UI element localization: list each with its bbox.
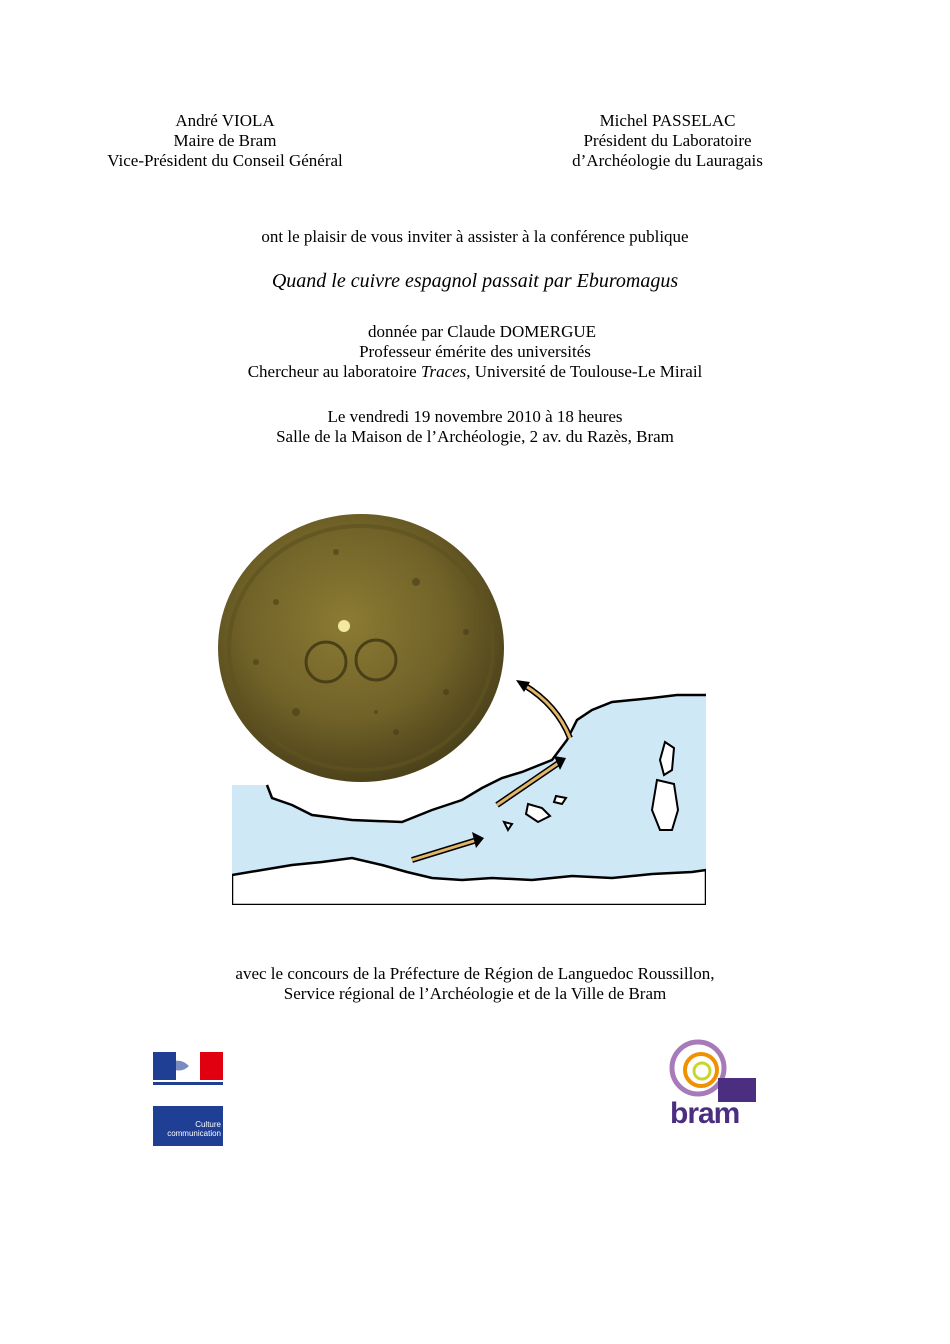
bram-logo <box>668 1036 758 1132</box>
prefecture-logos <box>153 1050 223 1146</box>
support-line2: Service régional de l’Archéologie et de la Ville de Bram <box>283 984 667 1003</box>
copper-ingot-image <box>216 512 506 784</box>
speaker-lab-name: Traces <box>420 362 467 381</box>
speaker-line3 <box>0 362 950 382</box>
speaker-line3-prefix: Chercheur au laboratoire <box>247 362 421 381</box>
host-left <box>100 111 350 171</box>
event-block <box>0 407 950 447</box>
host-left-name: André VIOLA <box>175 111 275 130</box>
ingot-highlight <box>338 620 350 632</box>
bram-logo-circles <box>668 1036 758 1106</box>
event-place: Salle de la Maison de l’Archéologie, 2 av. du Razès, Bram <box>276 427 674 446</box>
speaker-block <box>0 322 950 382</box>
host-right-role2: d’Archéologie du Lauragais <box>572 151 763 170</box>
route-arrow-3 <box>524 685 570 738</box>
speaker-line1: donnée par Claude DOMERGUE <box>367 322 597 341</box>
speaker-line2: Professeur émérite des universités <box>359 342 591 361</box>
invitation-intro: ont le plaisir de vous inviter à assister à la conférence publique <box>261 227 689 246</box>
host-left-role1: Maire de Bram <box>173 131 277 150</box>
conference-title: Quand le cuivre espagnol passait par Eburomagus <box>271 270 679 292</box>
host-right-role1: Président du Laboratoire <box>583 131 752 150</box>
host-right-name: Michel PASSELAC <box>599 111 736 130</box>
event-date: Le vendredi 19 novembre 2010 à 18 heures <box>327 407 623 426</box>
culture-logo-text: Culture communication <box>167 1120 221 1138</box>
host-left-role2: Vice-Président du Conseil Général <box>107 151 343 170</box>
support-line1: avec le concours de la Préfecture de Région de Languedoc Roussillon, <box>235 964 715 983</box>
speaker-line3-suffix: , Université de Toulouse-Le Mirail <box>466 362 703 381</box>
bram-logo-text: bram <box>670 1097 740 1130</box>
support-block <box>0 964 950 1004</box>
host-right <box>545 111 790 171</box>
